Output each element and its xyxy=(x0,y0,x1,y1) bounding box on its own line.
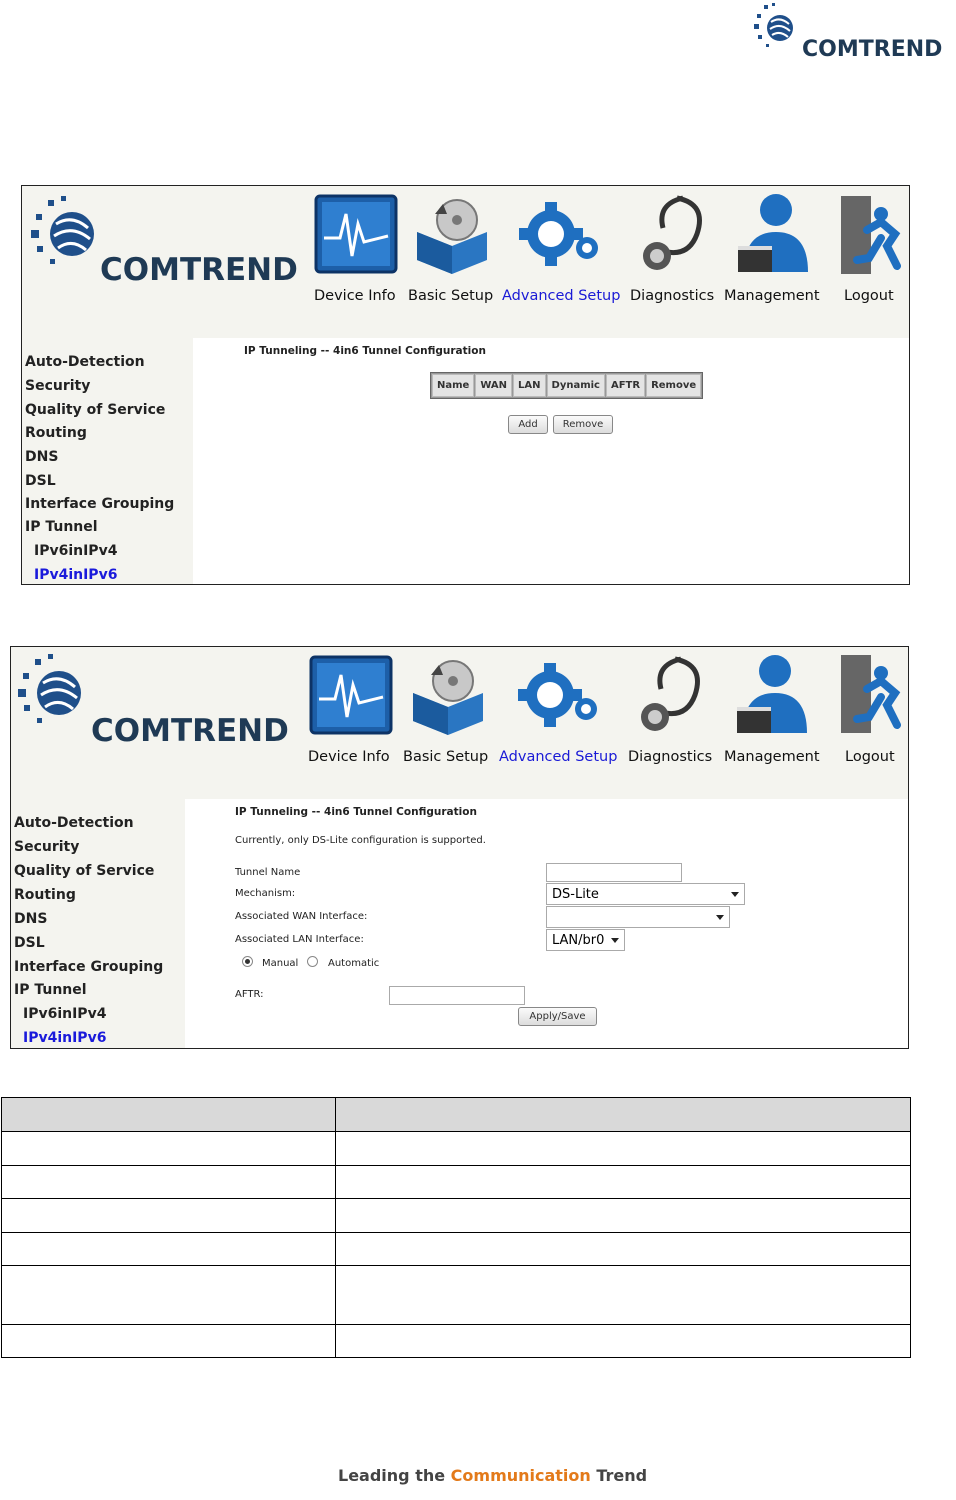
screenshot-tunnel-config xyxy=(10,646,909,1049)
mechanism-select[interactable] xyxy=(546,883,745,905)
table-row xyxy=(2,1325,911,1358)
table-row xyxy=(2,1098,911,1132)
router-logo xyxy=(15,651,305,745)
stethoscope-icon[interactable] xyxy=(635,655,711,735)
chevron-down-icon xyxy=(716,915,724,920)
sidebar-item-ip-tunnel[interactable]: IP Tunnel xyxy=(14,982,87,998)
sidebar-item-qos[interactable]: Quality of Service xyxy=(14,863,155,879)
table-row xyxy=(2,1132,911,1166)
tagline-suffix: Trend xyxy=(590,1466,648,1485)
gear-icon[interactable] xyxy=(516,659,604,733)
automatic-radio[interactable] xyxy=(307,956,318,967)
comtrend-globe-icon xyxy=(18,654,81,723)
sidebar-item-security[interactable]: Security xyxy=(14,839,80,855)
aftr-label: AFTR: xyxy=(235,989,264,1000)
gear-icon[interactable] xyxy=(517,198,605,272)
wan-interface-label: Associated WAN Interface: xyxy=(235,911,368,922)
menu-logout[interactable]: Logout xyxy=(844,288,894,304)
brand-wordmark: COMTREND xyxy=(802,37,943,62)
tunnel-name-label: Tunnel Name xyxy=(235,867,301,878)
sidebar xyxy=(22,338,193,585)
menu-management[interactable]: Management xyxy=(724,749,820,765)
stethoscope-icon[interactable] xyxy=(637,194,713,274)
sidebar-item-security[interactable]: Security xyxy=(25,378,91,394)
sidebar-subitem-ipv4inipv6[interactable]: IPv4inIPv6 xyxy=(23,1030,107,1046)
col-remove: Remove xyxy=(646,374,701,397)
box-disc-icon[interactable] xyxy=(407,194,497,274)
sidebar-item-interface-grouping[interactable]: Interface Grouping xyxy=(14,959,164,975)
menu-basic-setup[interactable]: Basic Setup xyxy=(403,749,489,765)
box-disc-icon[interactable] xyxy=(403,655,493,735)
exit-door-icon[interactable] xyxy=(837,194,907,276)
brand-wordmark: COMTREND xyxy=(91,713,289,745)
mechanism-label: Mechanism: xyxy=(235,888,296,899)
router-header xyxy=(11,647,908,799)
sidebar-item-routing[interactable]: Routing xyxy=(14,887,76,903)
menu-advanced-setup[interactable]: Advanced Setup xyxy=(499,749,618,765)
tagline-highlight: Communication xyxy=(450,1466,591,1485)
page-title: IP Tunneling -- 4in6 Tunnel Configuration xyxy=(244,345,486,357)
menu-device-info[interactable]: Device Info xyxy=(308,749,390,765)
remove-button[interactable]: Remove xyxy=(553,415,613,434)
aftr-input[interactable] xyxy=(389,986,525,1005)
chart-monitor-icon[interactable] xyxy=(309,655,393,735)
table-row xyxy=(2,1266,911,1325)
chevron-down-icon xyxy=(731,892,739,897)
tunnel-name-input[interactable] xyxy=(546,863,682,882)
sidebar-item-qos[interactable]: Quality of Service xyxy=(25,402,166,418)
tunnel-table xyxy=(430,372,703,399)
menu-management[interactable]: Management xyxy=(724,288,820,304)
person-laptop-icon[interactable] xyxy=(734,192,810,274)
sidebar-subitem-ipv4inipv6[interactable]: IPv4inIPv6 xyxy=(34,567,118,583)
sidebar-item-auto-detection[interactable]: Auto-Detection xyxy=(14,815,134,831)
screenshot-tunnel-list xyxy=(21,185,910,585)
router-header xyxy=(22,186,909,338)
lan-interface-select[interactable] xyxy=(546,929,625,951)
sidebar-subitem-ipv6inipv4[interactable]: IPv6inIPv4 xyxy=(34,543,118,559)
sidebar-item-dsl[interactable]: DSL xyxy=(14,935,45,951)
comtrend-globe-icon xyxy=(754,3,793,47)
mechanism-value: DS-Lite xyxy=(552,886,599,902)
lan-interface-label: Associated LAN Interface: xyxy=(235,934,364,945)
page-brand-logo xyxy=(752,2,956,64)
table-row xyxy=(2,1166,911,1199)
sidebar-item-dns[interactable]: DNS xyxy=(14,911,48,927)
col-dynamic: Dynamic xyxy=(547,374,605,397)
wan-interface-select[interactable] xyxy=(546,906,730,928)
sidebar-subitem-ipv6inipv4[interactable]: IPv6inIPv4 xyxy=(23,1006,107,1022)
table-row xyxy=(2,1233,911,1266)
comtrend-globe-icon xyxy=(31,196,94,264)
tagline-prefix: Leading the xyxy=(338,1466,451,1485)
sidebar-item-dsl[interactable]: DSL xyxy=(25,473,56,489)
apply-save-button[interactable]: Apply/Save xyxy=(518,1007,597,1026)
col-aftr: AFTR xyxy=(606,374,645,397)
menu-basic-setup[interactable]: Basic Setup xyxy=(408,288,494,304)
menu-diagnostics[interactable]: Diagnostics xyxy=(630,288,715,304)
person-laptop-icon[interactable] xyxy=(733,653,809,735)
lan-interface-value: LAN/br0 xyxy=(552,932,605,948)
manual-radio-label: Manual xyxy=(262,958,299,969)
sidebar-item-ip-tunnel[interactable]: IP Tunnel xyxy=(25,519,98,535)
chevron-down-icon xyxy=(611,938,619,943)
menu-device-info[interactable]: Device Info xyxy=(314,288,396,304)
add-button[interactable]: Add xyxy=(508,415,548,434)
dslite-note: Currently, only DS-Lite configuration is supported. xyxy=(235,835,486,846)
menu-diagnostics[interactable]: Diagnostics xyxy=(628,749,713,765)
field-description-table xyxy=(1,1097,911,1358)
sidebar xyxy=(11,799,185,1049)
exit-door-icon[interactable] xyxy=(837,653,907,735)
automatic-radio-label: Automatic xyxy=(328,958,380,969)
sidebar-item-dns[interactable]: DNS xyxy=(25,449,59,465)
page-title: IP Tunneling -- 4in6 Tunnel Configuration xyxy=(235,806,477,818)
col-name: Name xyxy=(432,374,474,397)
col-lan: LAN xyxy=(513,374,545,397)
sidebar-item-auto-detection[interactable]: Auto-Detection xyxy=(25,354,145,370)
menu-advanced-setup[interactable]: Advanced Setup xyxy=(502,288,621,304)
sidebar-item-interface-grouping[interactable]: Interface Grouping xyxy=(25,496,175,512)
col-wan: WAN xyxy=(475,374,512,397)
footer-tagline xyxy=(338,1466,647,1485)
brand-wordmark: COMTREND xyxy=(100,252,298,286)
table-row xyxy=(2,1199,911,1233)
router-logo xyxy=(28,194,308,286)
chart-monitor-icon[interactable] xyxy=(314,194,398,274)
sidebar-item-routing[interactable]: Routing xyxy=(25,425,87,441)
menu-logout[interactable]: Logout xyxy=(845,749,895,765)
manual-radio[interactable] xyxy=(242,956,253,967)
